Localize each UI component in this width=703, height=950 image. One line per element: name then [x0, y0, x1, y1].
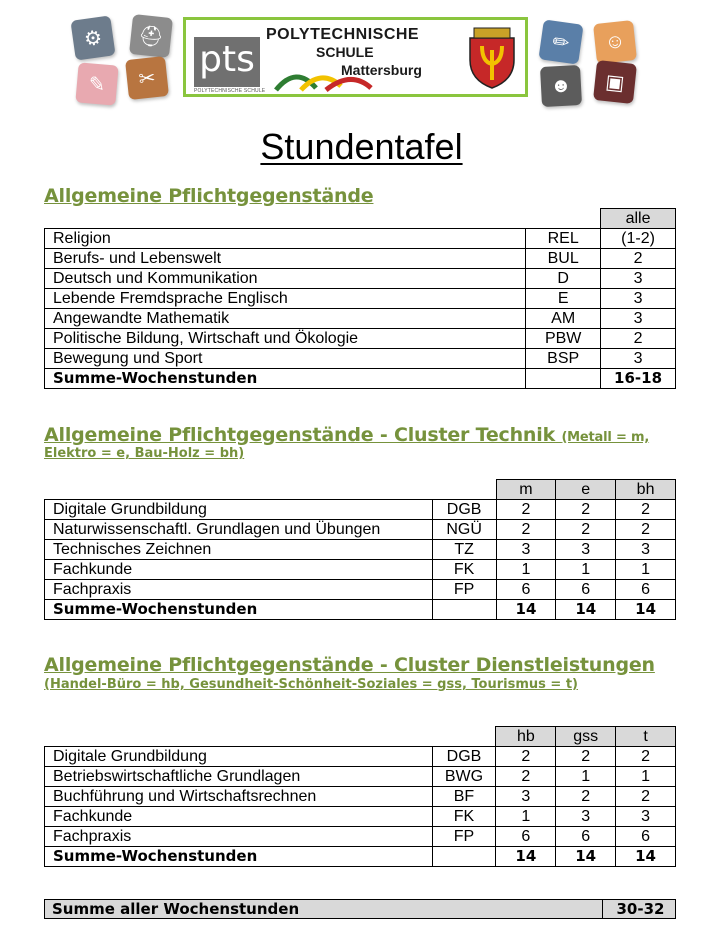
section2-table [44, 479, 676, 620]
header-logo-area [0, 0, 703, 110]
hours-value: 2 [556, 747, 616, 767]
sum-value: 14 [616, 847, 676, 867]
table-header-row [45, 209, 676, 229]
hours-value: 2 [496, 767, 556, 787]
hours-value: 6 [496, 580, 556, 600]
section3-heading-note: (Handel-Büro = hb, Gesundheit-Schönheit-Soziales = gss, Tourismus = t) [44, 677, 578, 692]
hours-value: 3 [616, 540, 676, 560]
subject-name: Digitale Grundbildung [45, 747, 433, 767]
subject-code: FP [432, 827, 496, 847]
subject-code: E [526, 289, 601, 309]
table-header-row [45, 480, 676, 500]
table-row [45, 269, 676, 289]
hours-value: 3 [556, 540, 616, 560]
column-header: bh [616, 480, 676, 500]
sum-value: 16-18 [601, 369, 676, 389]
section2-heading-note-line2: Elektro = e, Bau-Holz = bh) [44, 446, 245, 461]
school-name-line3: Mattersburg [341, 62, 422, 78]
subject-code: BF [432, 787, 496, 807]
chat-icon: ☺ [593, 20, 637, 64]
hours-value: 3 [556, 807, 616, 827]
hours-value: 1 [556, 560, 616, 580]
subject-name: Fachpraxis [45, 580, 433, 600]
sum-label: Summe-Wochenstunden [45, 847, 433, 867]
hours-value: 2 [556, 500, 616, 520]
hours-value: 2 [616, 520, 676, 540]
section2-heading-note: (Metall = m, [561, 430, 650, 445]
hours-value: (1-2) [601, 229, 676, 249]
hours-value: 2 [616, 747, 676, 767]
hours-value: 3 [601, 289, 676, 309]
subject-name: Politische Bildung, Wirtschaft und Ökologie [45, 329, 526, 349]
column-header: e [556, 480, 616, 500]
hours-value: 2 [496, 747, 556, 767]
sum-value: 14 [496, 600, 556, 620]
sum-value: 14 [616, 600, 676, 620]
hours-value: 1 [616, 560, 676, 580]
subject-code: BSP [526, 349, 601, 369]
hours-value: 2 [616, 787, 676, 807]
sum-row [45, 847, 676, 867]
sum-value: 14 [496, 847, 556, 867]
subject-code: FK [432, 560, 496, 580]
sum-row [45, 369, 676, 389]
grand-total-label: Summe aller Wochenstunden [52, 900, 300, 918]
pts-logo: pts [194, 37, 260, 87]
hours-value: 2 [556, 520, 616, 540]
subject-code: NGÜ [432, 520, 496, 540]
hours-value: 6 [496, 827, 556, 847]
page-title: Stundentafel [260, 126, 463, 167]
hours-value: 6 [556, 827, 616, 847]
subject-name: Naturwissenschaftl. Grundlagen und Übungen [45, 520, 433, 540]
header-spacer [45, 480, 433, 500]
subject-name: Fachpraxis [45, 827, 433, 847]
subject-code: PBW [526, 329, 601, 349]
sum-value: 14 [556, 847, 616, 867]
subject-code: REL [526, 229, 601, 249]
table-row [45, 540, 676, 560]
sum-value: 14 [556, 600, 616, 620]
school-name-line1: POLYTECHNISCHE [266, 26, 420, 43]
column-header: m [496, 480, 556, 500]
hours-value: 6 [556, 580, 616, 600]
column-header: t [616, 727, 676, 747]
grand-total-row [44, 899, 676, 919]
subject-name: Religion [45, 229, 526, 249]
section1-heading: Allgemeine Pflichtgegenstände [44, 185, 374, 207]
hours-value: 2 [496, 520, 556, 540]
hours-value: 2 [616, 500, 676, 520]
subject-name: Technisches Zeichnen [45, 540, 433, 560]
sum-empty-cell [432, 600, 496, 620]
table-row [45, 329, 676, 349]
table-row [45, 807, 676, 827]
hours-value: 3 [601, 269, 676, 289]
hours-value: 6 [616, 580, 676, 600]
header-spacer [432, 727, 496, 747]
table-row [45, 767, 676, 787]
table-row [45, 229, 676, 249]
table-row [45, 827, 676, 847]
box-icon: ▣ [593, 60, 637, 104]
subject-name: Lebende Fremdsprache Englisch [45, 289, 526, 309]
subject-code: FP [432, 580, 496, 600]
table-row [45, 249, 676, 269]
column-header: alle [601, 209, 676, 229]
subject-name: Betriebswirtschaftliche Grundlagen [45, 767, 433, 787]
hours-value: 3 [616, 807, 676, 827]
sum-label: Summe-Wochenstunden [45, 369, 526, 389]
column-header: gss [556, 727, 616, 747]
subject-name: Angewandte Mathematik [45, 309, 526, 329]
subject-code: BUL [526, 249, 601, 269]
hours-value: 6 [616, 827, 676, 847]
section3-heading: Allgemeine Pflichtgegenstände - Cluster Dienstleistungen [44, 654, 655, 676]
pen-icon: ✏ [538, 19, 583, 64]
subject-code: TZ [432, 540, 496, 560]
section2-heading-title: Allgemeine Pflichtgegenstände - Cluster Technik [44, 424, 556, 446]
table-row [45, 520, 676, 540]
section2-heading [44, 424, 649, 446]
sum-empty-cell [526, 369, 601, 389]
hours-value: 1 [556, 767, 616, 787]
column-header: hb [496, 727, 556, 747]
subject-name: Berufs- und Lebenswelt [45, 249, 526, 269]
subject-name: Buchführung und Wirtschaftsrechnen [45, 787, 433, 807]
hours-value: 1 [616, 767, 676, 787]
swoosh-decoration [271, 60, 391, 96]
subject-name: Fachkunde [45, 807, 433, 827]
table-row [45, 500, 676, 520]
hours-value: 2 [496, 500, 556, 520]
hours-value: 3 [496, 787, 556, 807]
table-row [45, 349, 676, 369]
section3-table [44, 726, 676, 867]
hours-value: 2 [556, 787, 616, 807]
school-name-line2: SCHULE [316, 44, 374, 60]
sum-row [45, 600, 676, 620]
hours-value: 2 [601, 329, 676, 349]
subject-name: Bewegung und Sport [45, 349, 526, 369]
subject-code: D [526, 269, 601, 289]
school-banner [183, 17, 528, 97]
header-spacer [45, 727, 433, 747]
hours-value: 1 [496, 560, 556, 580]
table-row [45, 747, 676, 767]
hours-value: 3 [601, 309, 676, 329]
grand-total-value: 30-32 [602, 900, 678, 918]
subject-code: AM [526, 309, 601, 329]
table-header-row [45, 727, 676, 747]
section1-table [44, 208, 676, 389]
subject-code: DGB [432, 747, 496, 767]
header-spacer [432, 480, 496, 500]
helmet-icon: ⛑ [129, 14, 173, 58]
subject-code: DGB [432, 500, 496, 520]
town-crest-icon [464, 26, 520, 90]
sum-label: Summe-Wochenstunden [45, 600, 433, 620]
table-row [45, 787, 676, 807]
people-icon: ☻ [540, 65, 582, 107]
table-row [45, 289, 676, 309]
subject-code: BWG [432, 767, 496, 787]
subject-code: FK [432, 807, 496, 827]
table-row [45, 580, 676, 600]
hours-value: 2 [601, 249, 676, 269]
gears-icon: ⚙ [70, 15, 115, 60]
hours-value: 3 [601, 349, 676, 369]
subject-name: Fachkunde [45, 560, 433, 580]
table-row [45, 309, 676, 329]
tools-icon: ✂ [125, 56, 169, 100]
hours-value: 1 [496, 807, 556, 827]
sum-empty-cell [432, 847, 496, 867]
subject-name: Deutsch und Kommunikation [45, 269, 526, 289]
compass-icon: ✎ [75, 62, 118, 105]
subject-name: Digitale Grundbildung [45, 500, 433, 520]
hours-value: 3 [496, 540, 556, 560]
table-row [45, 560, 676, 580]
pts-logo-subtitle: POLYTECHNISCHE SCHULE [194, 88, 266, 94]
